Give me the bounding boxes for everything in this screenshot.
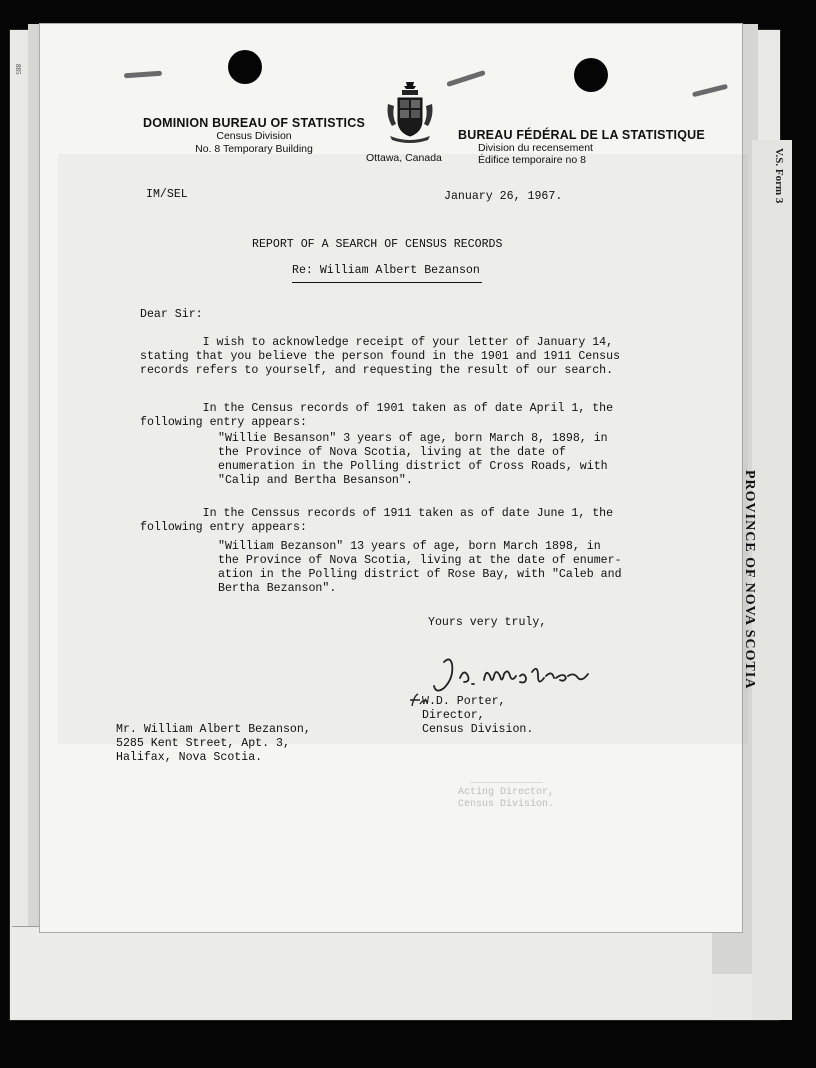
reference-code: IM/SEL [146,188,188,201]
salutation: Dear Sir: [140,308,203,321]
letterhead-city: Ottawa, Canada [366,152,442,164]
staple-mark-icon [692,84,728,98]
paragraph-1901-intro: In the Census records of 1901 taken as of date April 1, the following entry appears: [140,402,614,429]
building-english: No. 8 Temporary Building [195,143,313,155]
quote-1901-entry: "Willie Besanson" 3 years of age, born March 8, 1898, in the Province of Nova Scotia, living at the date of enumeration in the Polling district of Cross Roads, with "Calip and Bertha Besanson". [218,432,608,487]
org-name-french: BUREAU FÉDÉRAL DE LA STATISTIQUE [458,128,705,142]
edge-number: 885 [14,64,22,75]
form-number-label: V.S. Form 3 [773,148,785,204]
handwritten-signature [426,654,626,694]
staple-mark-icon [446,70,486,87]
org-name-english: DOMINION BUREAU OF STATISTICS [143,116,365,130]
closing: Yours very truly, [428,616,547,629]
paragraph-acknowledgement: I wish to acknowledge receipt of your letter of January 14, stating that you believe the person found in the 1901 and 1911 Census records refers to yourself, and requesting the result of our search. [140,336,621,377]
form-side-panel [752,140,792,1020]
report-title: REPORT OF A SEARCH OF CENSUS RECORDS [252,238,503,251]
division-french: Division du recensement [478,142,593,154]
recipient-address: Mr. William Albert Bezanson, 5285 Kent Street, Apt. 3, Halifax, Nova Scotia. [116,723,311,764]
staple-mark-icon [124,71,162,79]
province-label: PROVINCE OF NOVA SCOTIA [742,470,757,690]
paragraph-1911-intro: In the Censsus records of 1911 taken as of date June 1, the following entry appears: [140,507,614,534]
signer-block: W.D. Porter, Director, Census Division. [422,695,534,736]
coat-of-arms-icon [384,80,436,144]
division-english: Census Division [216,130,292,142]
letter-date: January 26, 1967. [444,190,563,203]
letterhead-english [134,116,374,156]
punch-hole-icon [228,50,262,84]
letterhead-french [458,128,708,166]
subject-underline [292,282,482,283]
quote-1911-entry: "William Bezanson" 13 years of age, born March 1898, in the Province of Nova Scotia, living at the date of enumer- ation in the Polling district of Rose Bay, with "Caleb and Bertha Bezanson". [218,540,622,595]
subject-line: Re: William Albert Bezanson [292,264,480,277]
building-french: Édifice temporaire no 8 [478,154,586,166]
bottom-form-strip [12,926,712,1017]
bleed-through-text: ____________ Acting Director, Census Division. [458,775,555,810]
punch-hole-icon [574,58,608,92]
